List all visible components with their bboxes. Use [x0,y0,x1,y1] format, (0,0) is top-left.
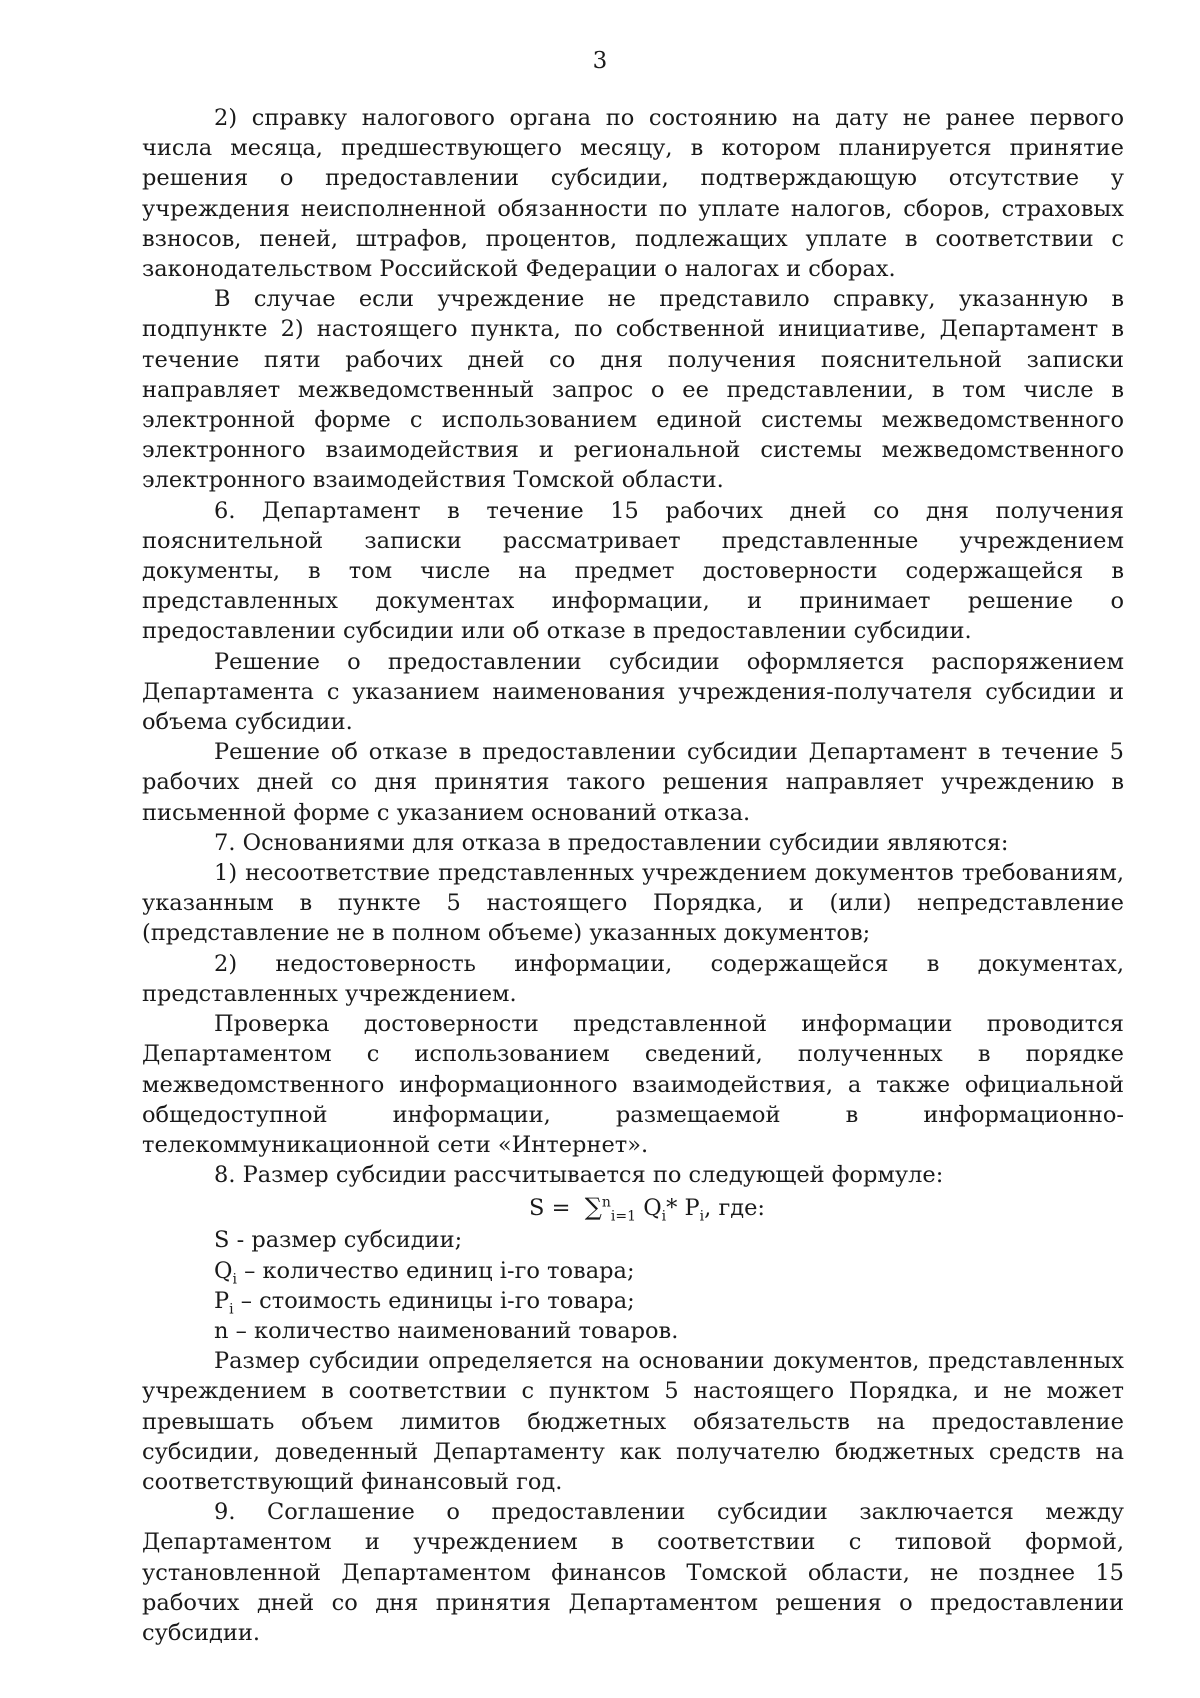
definition-q [142,1256,1124,1286]
formula-q-index: i [661,1208,667,1225]
definition-q-symbol: Q [214,1257,233,1284]
paragraph-certificate: 2) справку налогового органа по состоянию на дату не ранее первого числа месяца, предшествующего месяцу, в котором планируется принятие решения о предоставлении субсидии, подтверждающую отсутствие у учреждения неисполненной обязанности по уплате налогов, сборов, страховых взносов, пеней, штрафов, процентов, подлежащих уплате в соответствии с законодательством Российской Федерации о налогах и сборах. [142,105,1124,283]
formula-lhs: S = [529,1195,571,1222]
paragraph-decision-order: Решение о предоставлении субсидии оформляется распоряжением Департамента с указанием наименования учреждения-получателя субсидии и объема субсидии. [142,648,1124,736]
subsidy-formula [142,1190,1124,1225]
formula-p-index: i [699,1208,705,1225]
definition-s: S - размер субсидии; [214,1227,463,1254]
definition-n: n – количество наименований товаров. [214,1317,679,1344]
paragraph-item-6: 6. Департамент в течение 15 рабочих дней со дня получения пояснительной записки рассматривает представленные учреждением документы, в том числе на предмет достоверности содержащейся в представленных документах информации, и принимает решение о предоставлении субсидии или об отказе в предоставлении субсидии. [142,497,1124,645]
definition-p-symbol: P [214,1287,230,1314]
paragraph-subsidy-limit: Размер субсидии определяется на основании документов, представленных учреждением в соответствии с пунктом 5 настоящего Порядка, и не может превышать объем лимитов бюджетных обязательств на предоставление субсидии, доведенный Департаменту как получателю бюджетных средств на соответствующий финансовый год. [142,1348,1124,1495]
paragraph-item-8: 8. Размер субсидии рассчитывается по следующей формуле: [214,1162,944,1189]
paragraph-item-7-1: 1) несоответствие представленных учреждением документов требованиям, указанным в пункте 5 настоящего Порядка, и (или) непредставление (представление не в полном объеме) указанных документов; [142,860,1124,947]
paragraph-verification: Проверка достоверности представленной информации проводится Департаментом с использованием сведений, полученных в порядке межведомственного информационного взаимодействия, а также официальной общедоступной информации, размещаемой в информационно-телекоммуникационной сети «Интернет». [142,1011,1124,1158]
formula-times: * [666,1195,678,1222]
definition-p [142,1286,1124,1316]
formula-p: P [684,1195,700,1222]
definition-q-index: i [232,1271,237,1288]
definition-p-index: i [229,1301,234,1318]
paragraph-item-7-2: 2) недостоверность информации, содержащейся в документах, представленных учреждением. [142,950,1124,1007]
paragraph-item-7: 7. Основаниями для отказа в предоставлении субсидии являются: [214,829,1009,856]
formula-tail: , где: [704,1195,765,1222]
formula-sum-upper: n [601,1194,611,1211]
definition-p-text: – стоимость единицы i-го товара; [233,1287,635,1314]
paragraph-refusal-notice: Решение об отказе в предоставлении субсидии Департамент в течение 5 рабочих дней со дня принятия такого решения направляет учреждению в письменной форме с указанием оснований отказа. [142,739,1124,826]
document-body [142,103,1124,1648]
paragraph-interagency-request: В случае если учреждение не представило справку, указанную в подпункте 2) настоящего пункта, по собственной инициативе, Департамент в течение пяти рабочих дней со дня получения пояснительной записки направляет межведомственный запрос о ее представлении, в том числе в электронной форме с использованием единой системы межведомственного электронного взаимодействия и региональной системы межведомственного электронного взаимодействия Томской области. [142,286,1124,494]
formula-sum-lower: i=1 [610,1208,637,1225]
formula-sum-sign: ∑ [584,1193,602,1222]
formula-q: Q [643,1195,662,1222]
page-number: 3 [592,48,608,74]
paragraph-item-9: 9. Соглашение о предоставлении субсидии заключается между Департаментом и учреждением в соответствии с типовой формой, установленной Департаментом финансов Томской области, не позднее 15 рабочих дней со дня принятия Департаментом решения о предоставлении субсидии. [142,1499,1124,1646]
definition-q-text: – количество единиц i-го товара; [236,1257,635,1284]
